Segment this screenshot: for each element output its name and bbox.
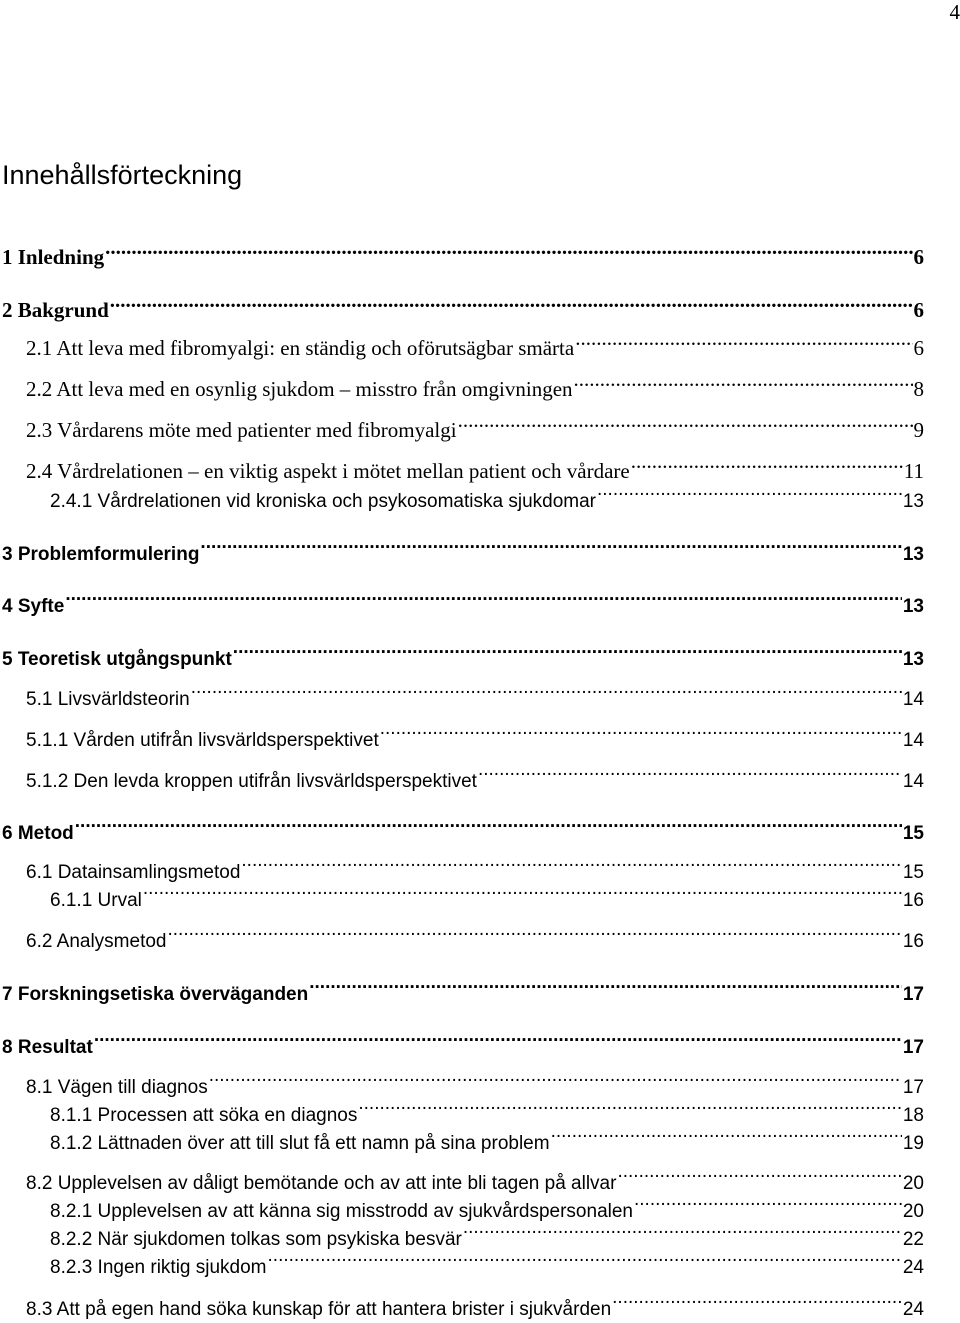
toc-leader	[110, 291, 913, 317]
toc-entry-page: 16	[903, 929, 924, 955]
toc-leader	[167, 921, 901, 947]
toc-entry-label: 5 Teoretisk utgångspunkt	[2, 647, 232, 673]
toc-entry-page: 17	[903, 1075, 924, 1101]
page-number: 4	[950, 0, 960, 25]
toc-entry[interactable]	[2, 1027, 924, 1053]
toc-entry-page: 14	[903, 769, 924, 795]
toc-entry-page: 14	[903, 687, 924, 713]
toc-entry-page: 24	[903, 1297, 924, 1323]
toc-leader	[634, 1191, 902, 1217]
toc-entry[interactable]	[26, 370, 924, 396]
toc-entry-label: 2.1 Att leva med fibromyalgi: en ständig och oförutsägbar smärta	[26, 335, 574, 361]
toc-leader	[209, 1067, 902, 1093]
toc-entry-label: 8.1.2 Lättnaden över att till slut få ett namn på sina problem	[50, 1131, 550, 1157]
toc-entry[interactable]	[2, 238, 924, 264]
toc-leader	[617, 1163, 901, 1189]
toc-entry-label: 8.1 Vägen till diagnos	[26, 1075, 208, 1101]
toc-entry[interactable]	[50, 1095, 924, 1121]
toc-leader	[191, 679, 902, 705]
toc-entry-page: 9	[914, 417, 925, 443]
toc-entry-label: 5.1.2 Den levda kroppen utifrån livsvärldsperspektivet	[26, 769, 477, 795]
toc-leader	[597, 481, 902, 507]
toc-entry-label: 2.4 Vårdrelationen – en viktig aspekt i mötet mellan patient och vårdare	[26, 458, 630, 484]
toc-entry[interactable]	[26, 1289, 924, 1315]
toc-entry-label: 1 Inledning	[2, 244, 104, 270]
toc-entry[interactable]	[50, 1219, 924, 1245]
toc-leader	[574, 370, 913, 396]
toc-entry[interactable]	[26, 1067, 924, 1093]
toc-entry-label: 8.3 Att på egen hand söka kunskap för att hantera brister i sjukvården	[26, 1297, 611, 1323]
toc-entry-page: 6	[914, 335, 925, 361]
toc-entry-page: 20	[903, 1199, 924, 1225]
toc-leader	[463, 1219, 902, 1245]
toc-entry-label: 8.2 Upplevelsen av dåligt bemötande och av att inte bli tagen på allvar	[26, 1171, 616, 1197]
toc-leader	[200, 534, 901, 560]
toc-entry-label: 6.2 Analysmetod	[26, 929, 166, 955]
toc-entry-page: 15	[903, 860, 924, 886]
toc-entry[interactable]	[50, 1247, 924, 1273]
toc-entry[interactable]	[26, 679, 924, 705]
toc-entry[interactable]	[26, 921, 924, 947]
toc-entry[interactable]	[2, 639, 924, 665]
toc-leader	[105, 238, 912, 264]
toc-entry-label: 6 Metod	[2, 821, 74, 847]
toc-entry-label: 3 Problemformulering	[2, 542, 199, 568]
toc-entry-page: 6	[914, 244, 925, 270]
toc-leader	[358, 1095, 901, 1121]
toc-leader	[458, 411, 913, 437]
toc-entry[interactable]	[26, 761, 924, 787]
toc-entry[interactable]	[26, 411, 924, 437]
toc-leader	[241, 852, 901, 878]
toc-entry[interactable]	[26, 720, 924, 746]
toc-entry[interactable]	[26, 852, 924, 878]
toc-entry[interactable]	[2, 586, 924, 612]
toc-leader	[143, 880, 902, 906]
toc-leader	[268, 1247, 902, 1273]
toc-entry-label: 5.1.1 Vården utifrån livsvärldsperspektivet	[26, 728, 379, 754]
toc-entry-page: 17	[903, 1035, 924, 1061]
toc-entry[interactable]	[50, 481, 924, 507]
toc-entry-label: 2 Bakgrund	[2, 297, 109, 323]
toc-leader	[631, 452, 903, 478]
toc-title: Innehållsförteckning	[2, 160, 242, 191]
toc-leader	[380, 720, 902, 746]
toc-entry-page: 13	[903, 594, 924, 620]
toc-entry[interactable]	[50, 1123, 924, 1149]
toc-entry-label: 8.2.2 När sjukdomen tolkas som psykiska besvär	[50, 1227, 462, 1253]
toc-entry-page: 6	[914, 297, 925, 323]
toc-leader	[575, 329, 912, 355]
toc-entry-page: 18	[903, 1103, 924, 1129]
toc-entry-label: 2.4.1 Vårdrelationen vid kroniska och psykosomatiska sjukdomar	[50, 489, 596, 515]
toc-leader	[478, 761, 902, 787]
toc-entry-label: 8.2.1 Upplevelsen av att känna sig misstrodd av sjukvårdspersonalen	[50, 1199, 633, 1225]
toc-leader	[233, 639, 902, 665]
toc-entry-label: 2.3 Vårdarens möte med patienter med fibromyalgi	[26, 417, 457, 443]
toc-entry-page: 13	[903, 647, 924, 673]
toc-entry[interactable]	[2, 291, 924, 317]
toc-entry[interactable]	[50, 880, 924, 906]
toc-entry-page: 8	[914, 376, 925, 402]
toc-leader	[551, 1123, 902, 1149]
toc-entry-page: 16	[903, 888, 924, 914]
toc-leader	[65, 586, 902, 612]
toc-entry-label: 6.1 Datainsamlingsmetod	[26, 860, 240, 886]
toc-entry-page: 13	[903, 489, 924, 515]
toc-entry[interactable]	[26, 1163, 924, 1189]
toc-entry-page: 20	[903, 1171, 924, 1197]
toc-entry[interactable]	[50, 1191, 924, 1217]
toc-entry-label: 7 Forskningsetiska överväganden	[2, 982, 308, 1008]
toc-leader	[309, 974, 902, 1000]
toc-entry-page: 17	[903, 982, 924, 1008]
toc-leader	[75, 813, 902, 839]
toc-entry[interactable]	[26, 329, 924, 355]
toc-entry-page: 19	[903, 1131, 924, 1157]
toc-entry-page: 14	[903, 728, 924, 754]
toc-leader	[94, 1027, 902, 1053]
toc-entry-label: 4 Syfte	[2, 594, 64, 620]
toc-entry-label: 8 Resultat	[2, 1035, 93, 1061]
toc-entry-label: 8.2.3 Ingen riktig sjukdom	[50, 1255, 267, 1281]
toc-entry-label: 6.1.1 Urval	[50, 888, 142, 914]
toc-entry-page: 11	[904, 458, 924, 484]
toc-entry[interactable]	[2, 813, 924, 839]
toc-entry-page: 22	[903, 1227, 924, 1253]
toc-entry[interactable]	[2, 534, 924, 560]
toc-entry[interactable]	[26, 452, 924, 478]
toc-entry-label: 2.2 Att leva med en osynlig sjukdom – misstro från omgivningen	[26, 376, 573, 402]
toc-entry-page: 15	[903, 821, 924, 847]
toc-entry-label: 5.1 Livsvärldsteorin	[26, 687, 190, 713]
toc-entry[interactable]	[2, 974, 924, 1000]
toc-leader	[612, 1289, 902, 1315]
toc-entry-page: 24	[903, 1255, 924, 1281]
toc-entry-label: 8.1.1 Processen att söka en diagnos	[50, 1103, 357, 1129]
toc-entry-page: 13	[903, 542, 924, 568]
